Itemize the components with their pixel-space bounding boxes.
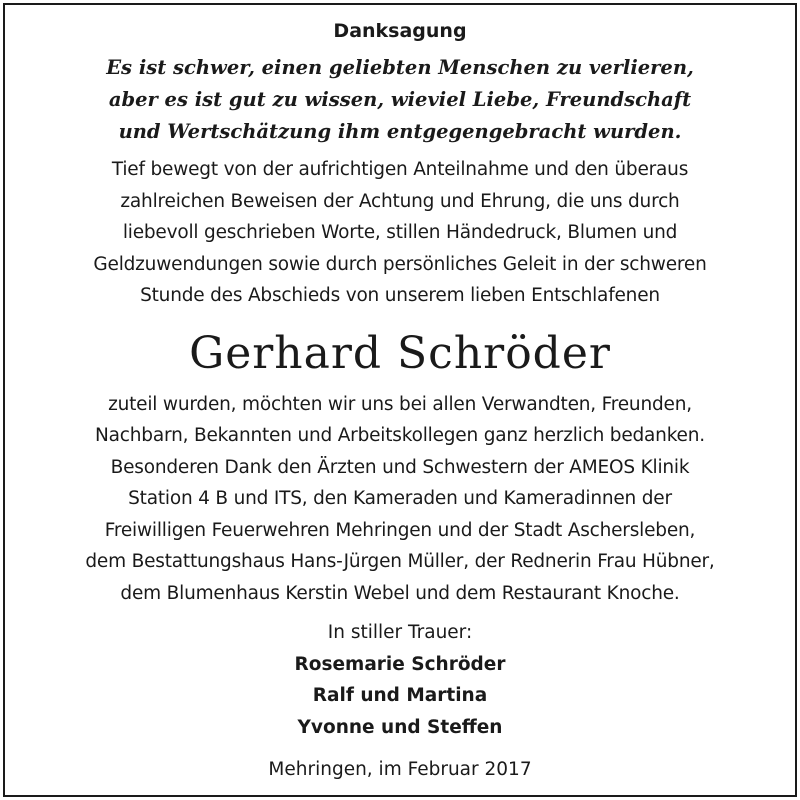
paragraph-line: dem Blumenhaus Kerstin Webel und dem Restaurant Knoche. — [120, 582, 680, 604]
paragraph-line: liebevoll geschrieben Worte, stillen Händedruck, Blumen und — [122, 222, 678, 243]
paragraph-line: zahlreichen Beweisen der Achtung und Ehrung, die uns durch — [120, 190, 680, 212]
paragraph-line: Freiwilligen Feuerwehren Mehringen und der Stadt Aschersleben, — [104, 519, 696, 541]
mourner-name: Ralf und Martina — [312, 685, 488, 706]
paragraph-line: Stunde des Abschieds von unserem lieben Entschlafenen — [140, 285, 660, 306]
mourner-name: Yvonne und Steffen — [297, 716, 503, 738]
paragraph-line: dem Bestattungshaus Hans-Jürgen Müller, der Rednerin Frau Hübner, — [85, 551, 715, 572]
mourner-name: Rosemarie Schröder — [294, 653, 506, 675]
paragraph-line: Tief bewegt von der aufrichtigen Anteilnahme und den überaus — [111, 159, 689, 180]
paragraph-line: Station 4 B und ITS, den Kameraden und Kameradinnen der — [128, 488, 672, 509]
motto-quote — [22, 52, 778, 148]
paragraph-line: Besonderen Dank den Ärzten und Schwestern der AMEOS Klinik — [110, 456, 690, 478]
thanks-detail-paragraph — [22, 389, 778, 610]
motto-line: aber es ist gut zu wissen, wieviel Liebe, Freundschaft — [108, 88, 692, 111]
thanks-intro-paragraph — [22, 154, 778, 312]
paragraph-line: Geldzuwendungen sowie durch persönliches Geleit in der schweren — [93, 253, 707, 275]
notice-title: Danksagung — [333, 20, 467, 42]
paragraph-line: Nachbarn, Bekannten und Arbeitskollegen ganz herzlich bedanken. — [95, 425, 705, 446]
place-date: Mehringen, im Februar 2017 — [268, 759, 532, 780]
mourning-label: In stiller Trauer: — [327, 622, 473, 643]
motto-line: und Wertschätzung ihm entgegengebracht wurden. — [118, 120, 682, 143]
paragraph-line: zuteil wurden, möchten wir uns bei allen Verwandten, Freunden, — [108, 393, 692, 415]
deceased-name: Gerhard Schröder — [189, 327, 611, 379]
mourners-list — [22, 649, 778, 744]
motto-line: Es ist schwer, einen geliebten Menschen zu verlieren, — [106, 56, 694, 79]
